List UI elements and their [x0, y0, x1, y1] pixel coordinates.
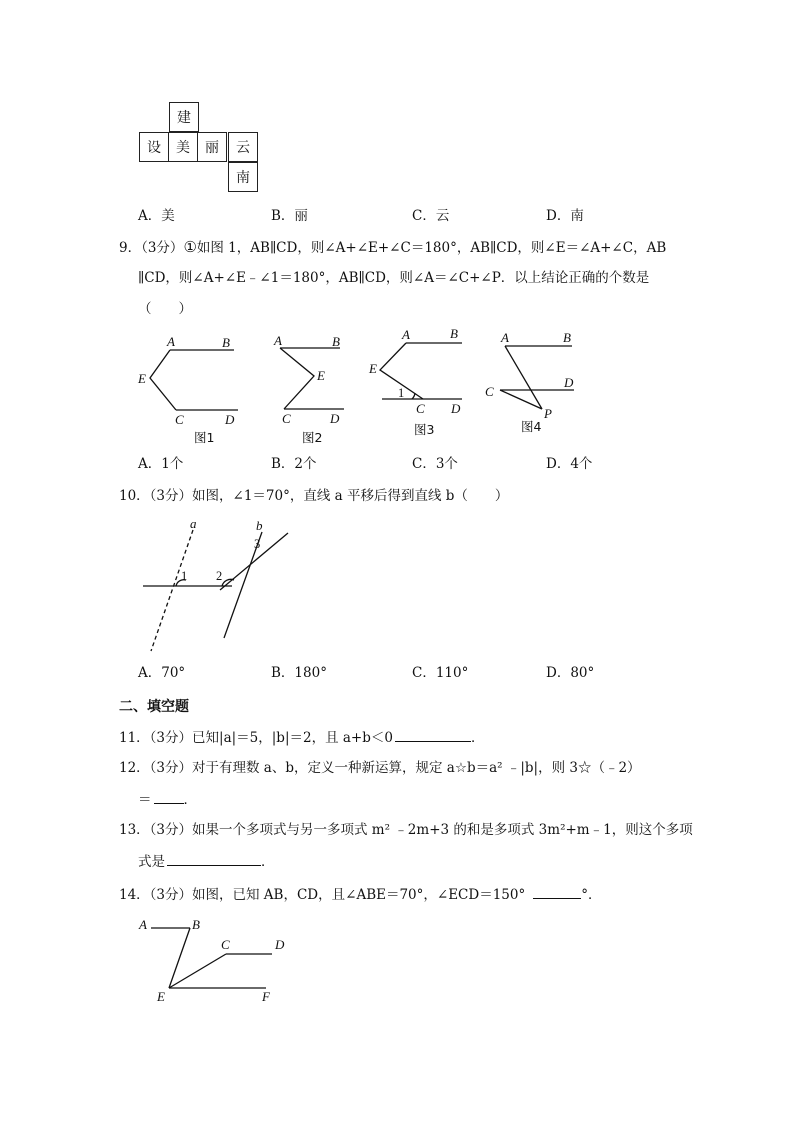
label-d: D	[564, 375, 574, 390]
q12-stem-line2: ＝ ．	[138, 789, 197, 810]
label-angle-1: 1	[181, 569, 188, 583]
label-a: A	[501, 330, 509, 345]
label-c: C	[416, 401, 425, 416]
q9-option-c[interactable]: C．3个	[412, 456, 458, 472]
label-c: C	[175, 412, 184, 427]
net-cell: 美	[168, 132, 198, 162]
caption-fig4: 图4	[521, 419, 542, 434]
label-e: E	[138, 371, 146, 386]
net-cell: 丽	[197, 132, 227, 162]
label-e: E	[157, 989, 165, 1004]
line-be	[169, 928, 190, 988]
q9-option-d[interactable]: D．4个	[546, 456, 593, 472]
label-line-a: a	[190, 516, 197, 531]
label-d: D	[275, 937, 285, 952]
circled-one: ①	[183, 238, 197, 256]
label-d: D	[451, 401, 461, 416]
q10-option-d[interactable]: D．80°	[546, 665, 595, 681]
q8-option-c[interactable]: C．云	[412, 208, 450, 224]
label-line-b: b	[256, 518, 263, 533]
q13-stem-line2: 式是 ．	[138, 851, 275, 872]
label-c: C	[282, 411, 291, 426]
net-cell: 云	[228, 132, 258, 162]
q13-stem-line1: 13．（3分）如果一个多项式与另一多项式 m² ﹣2m+3 的和是多项式 3m²+m﹣1，则这个多项	[119, 822, 693, 838]
label-b: B	[563, 330, 571, 345]
q12-stem-line1: 12．（3分）对于有理数 a、b，定义一种新运算，规定 a☆b＝a² ﹣|b|，则 3☆（﹣2）	[119, 760, 641, 776]
net-cell: 南	[228, 162, 258, 192]
q8-option-b[interactable]: B．丽	[271, 208, 308, 224]
caption-fig1: 图1	[194, 430, 215, 445]
section-heading-fill-blank: 二、填空题	[119, 699, 189, 715]
label-a: A	[402, 327, 410, 342]
q9-stem-line2: ∥CD，则∠A+∠E﹣∠1＝180°，AB∥CD，则∠A＝∠C+∠P．以上结论正确的个数是	[138, 270, 650, 286]
label-angle-3: 3	[254, 537, 261, 551]
q9-option-b[interactable]: B．2个	[271, 456, 317, 472]
label-e: E	[317, 368, 325, 383]
label-b: B	[332, 334, 340, 349]
label-f: F	[262, 989, 270, 1004]
label-b: B	[450, 326, 458, 341]
label-d: D	[330, 411, 340, 426]
q11-stem: 11．（3分）已知|a|＝5，|b|＝2，且 a+b＜0 ．	[119, 727, 484, 748]
q10-option-a[interactable]: A．70°	[138, 665, 186, 681]
q9-stem-line3: （ ）	[138, 301, 192, 317]
q8-option-d[interactable]: D．南	[546, 208, 584, 224]
label-b: B	[192, 917, 200, 932]
q10-option-c[interactable]: C．110°	[412, 665, 469, 681]
caption-fig3: 图3	[414, 422, 435, 437]
label-a: A	[274, 333, 282, 348]
net-cell: 设	[139, 132, 169, 162]
q9-option-a[interactable]: A．1个	[138, 456, 184, 472]
q9-stem-line1: 9．（3分）①如图 1，AB∥CD，则∠A+∠E+∠C＝180°，AB∥CD，则∠E＝∠A+∠C，AB	[119, 238, 667, 256]
line-ec	[169, 954, 226, 988]
q10-stem: 10．（3分）如图，∠1＝70°，直线 a 平移后得到直线 b（ ）	[119, 488, 509, 504]
label-a: A	[139, 917, 147, 932]
label-b: B	[222, 335, 230, 350]
net-cell: 建	[169, 102, 199, 132]
q10-option-b[interactable]: B．180°	[271, 665, 327, 681]
label-d: D	[225, 412, 235, 427]
label-1: 1	[398, 386, 405, 400]
label-c: C	[221, 937, 230, 952]
label-a: A	[167, 334, 175, 349]
label-c: C	[485, 384, 494, 399]
q8-option-a[interactable]: A．美	[138, 208, 175, 224]
label-p: P	[544, 406, 552, 421]
caption-fig2: 图2	[302, 430, 323, 445]
label-e: E	[369, 361, 377, 376]
q14-stem: 14．（3分）如图，已知 AB，CD，且∠ABE＝70°，∠ECD＝150° °．	[119, 884, 601, 905]
label-angle-2: 2	[216, 569, 223, 583]
